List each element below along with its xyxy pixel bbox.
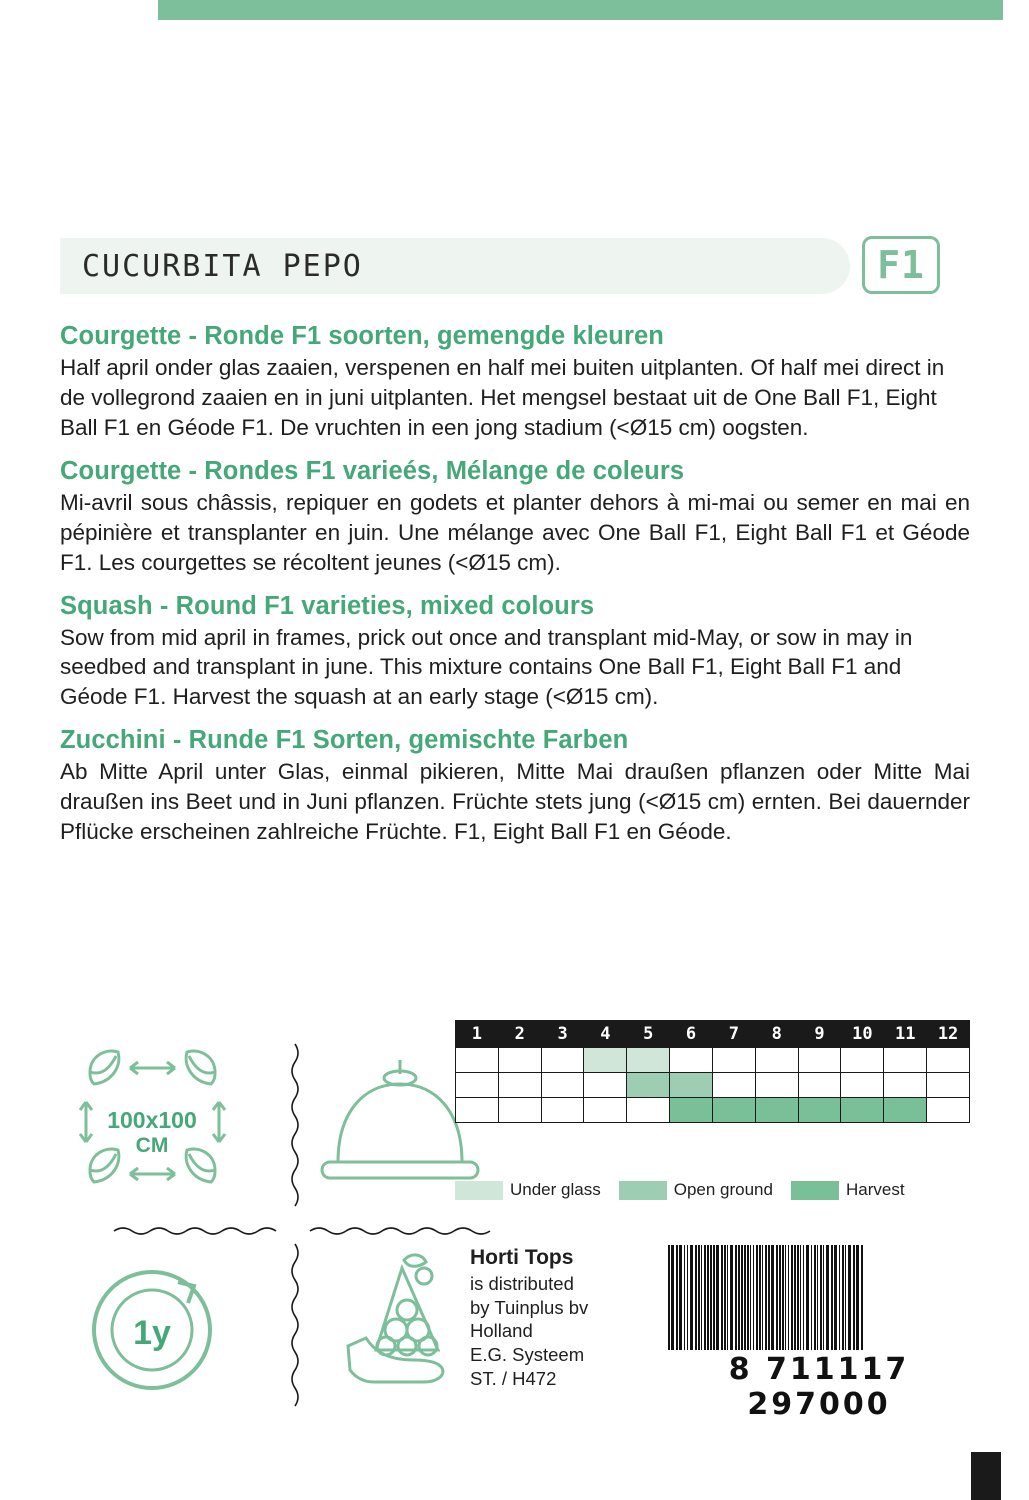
calendar-cell [884, 1098, 927, 1123]
calendar-cell [627, 1073, 670, 1098]
legend-label: Harvest [845, 1180, 905, 1199]
spacing-value-text: 100x100 [107, 1107, 197, 1133]
calendar-month-header: 8 [755, 1021, 798, 1048]
calendar-month-header: 5 [627, 1021, 670, 1048]
germination-years-text: 1y [133, 1314, 171, 1352]
legend-swatch [619, 1181, 667, 1200]
calendar-cell [498, 1073, 541, 1098]
calendar-cell [584, 1073, 627, 1098]
description-block-fr [60, 457, 970, 578]
heading-fr: Courgette - Rondes F1 varieés, Mélange de coleurs [60, 456, 685, 485]
brand-line-4: E.G. Systeem [470, 1343, 585, 1365]
divider-squiggle-vertical-bottom [288, 1242, 302, 1420]
calendar-cell [456, 1098, 499, 1123]
calendar-cell [498, 1048, 541, 1073]
heading-de: Zucchini - Runde F1 Sorten, gemischte Farben [60, 726, 629, 755]
body-fr: Mi-avril sous châssis, repiquer en godets et planter dehors à mi-mai ou semer en mai en pépinière et transplanter en juin. Une mélange avec One Ball F1, Eight Ball F1 et Géode F1. Les courgettes se récoltent jeunes (<Ø15 cm). [60, 489, 970, 575]
legend-item [455, 1180, 601, 1200]
calendar-cell [927, 1048, 970, 1073]
calendar-month-header: 12 [927, 1021, 970, 1048]
calendar-cell [712, 1098, 755, 1123]
top-accent-bar [158, 0, 1003, 20]
calendar-cell [798, 1073, 841, 1098]
brand-line-2: by Tuinplus bv [470, 1296, 589, 1318]
calendar-cell [755, 1073, 798, 1098]
calendar-cell [627, 1048, 670, 1073]
barcode-space [863, 1245, 864, 1350]
legend-label: Under glass [510, 1180, 601, 1199]
calendar-cell [670, 1098, 713, 1123]
bottom-print-mark [971, 1452, 1001, 1500]
calendar-legend [455, 1180, 970, 1200]
calendar-cell [541, 1098, 584, 1123]
calendar-month-header: 9 [798, 1021, 841, 1048]
brand-line-5: ST. / H472 [470, 1367, 557, 1389]
calendar-cell [712, 1048, 755, 1073]
calendar-cell [498, 1098, 541, 1123]
calendar-cell [755, 1098, 798, 1123]
calendar-cell [841, 1098, 884, 1123]
calendar-month-header: 3 [541, 1021, 584, 1048]
calendar-cell [456, 1073, 499, 1098]
species-title-band [60, 238, 850, 294]
legend-item [619, 1180, 773, 1200]
calendar-cell [670, 1048, 713, 1073]
calendar-cell [627, 1098, 670, 1123]
calendar-cell [712, 1073, 755, 1098]
calendar-cell [456, 1048, 499, 1073]
brand-line-3: Holland [470, 1320, 533, 1342]
sowing-calendar [455, 1020, 970, 1123]
calendar-month-header: 11 [884, 1021, 927, 1048]
calendar-table [455, 1020, 970, 1123]
calendar-cell [884, 1073, 927, 1098]
species-title: CUCURBITA PEPO [82, 248, 363, 284]
calendar-cell [798, 1098, 841, 1123]
calendar-cell [584, 1048, 627, 1073]
brand-line-1: is distributed [470, 1272, 574, 1294]
body-en: Sow from mid april in frames, prick out once and transplant mid-May, or sow in may in seedbed and transplant in june. This mixture contains One Ball F1, Eight Ball F1 and Géode F1. Harvest the squash at an early stage (<Ø15 cm). [60, 624, 913, 710]
calendar-cell [841, 1073, 884, 1098]
calendar-month-header: 2 [498, 1021, 541, 1048]
calendar-cell [841, 1048, 884, 1073]
description-block-en [60, 592, 970, 713]
f1-badge: F1 [862, 236, 940, 294]
body-nl: Half april onder glas zaaien, verspenen en half mei buiten uitplanten. Of half mei direct in de vollegrond zaaien en in juni uitplanten. Het mengsel bestaat uit de One Ball F1, Eight Ball F1 en Géode F1. De vruchten in een jong stadium (<Ø15 cm) oogsten. [60, 355, 945, 440]
calendar-month-header: 4 [584, 1021, 627, 1048]
divider-squiggle-horizontal-right [308, 1224, 493, 1238]
description-blocks [60, 322, 970, 861]
legend-swatch [791, 1181, 839, 1200]
calendar-row [456, 1098, 970, 1123]
legend-swatch [455, 1181, 503, 1200]
calendar-month-header: 6 [670, 1021, 713, 1048]
plant-spacing-icon [60, 1042, 245, 1217]
calendar-cell [798, 1048, 841, 1073]
calendar-cell [927, 1073, 970, 1098]
calendar-cell [541, 1048, 584, 1073]
calendar-cell [584, 1098, 627, 1123]
brand-info [470, 1245, 588, 1390]
calendar-month-header: 1 [456, 1021, 499, 1048]
calendar-cell [670, 1073, 713, 1098]
barcode [668, 1245, 970, 1422]
calendar-month-header: 7 [712, 1021, 755, 1048]
germination-years-icon [60, 1242, 245, 1417]
calendar-header-row [456, 1021, 970, 1048]
description-block-nl [60, 322, 970, 443]
barcode-bars [668, 1245, 970, 1350]
body-de: Ab Mitte April unter Glas, einmal pikieren, Mitte Mai draußen pflanzen oder Mitte Mai draußen ins Beet und in Juni pflanzen. Früchte stets jung (<Ø15 cm) ernten. Bei dauernder Pflücke erscheinen zahlreiche Früchte. F1, Eight Ball F1 en Géode. [60, 759, 970, 845]
calendar-month-header: 10 [841, 1021, 884, 1048]
heading-en: Squash - Round F1 varieties, mixed colours [60, 591, 595, 620]
calendar-cell [541, 1073, 584, 1098]
heading-nl: Courgette - Ronde F1 soorten, gemengde kleuren [60, 322, 664, 350]
barcode-number: 8 711117 297000 [728, 1352, 910, 1422]
brand-name: Horti Tops [470, 1246, 574, 1269]
calendar-cell [927, 1098, 970, 1123]
spacing-unit-text: CM [135, 1134, 169, 1157]
divider-squiggle-vertical-top [288, 1042, 302, 1220]
calendar-row [456, 1073, 970, 1098]
hand-with-fruit-icon [308, 1242, 493, 1417]
calendar-row [456, 1048, 970, 1073]
description-block-de [60, 726, 970, 847]
legend-item [791, 1180, 905, 1200]
calendar-cell [884, 1048, 927, 1073]
calendar-cell [755, 1048, 798, 1073]
divider-squiggle-horizontal-left [112, 1224, 292, 1238]
legend-label: Open ground [673, 1180, 773, 1199]
